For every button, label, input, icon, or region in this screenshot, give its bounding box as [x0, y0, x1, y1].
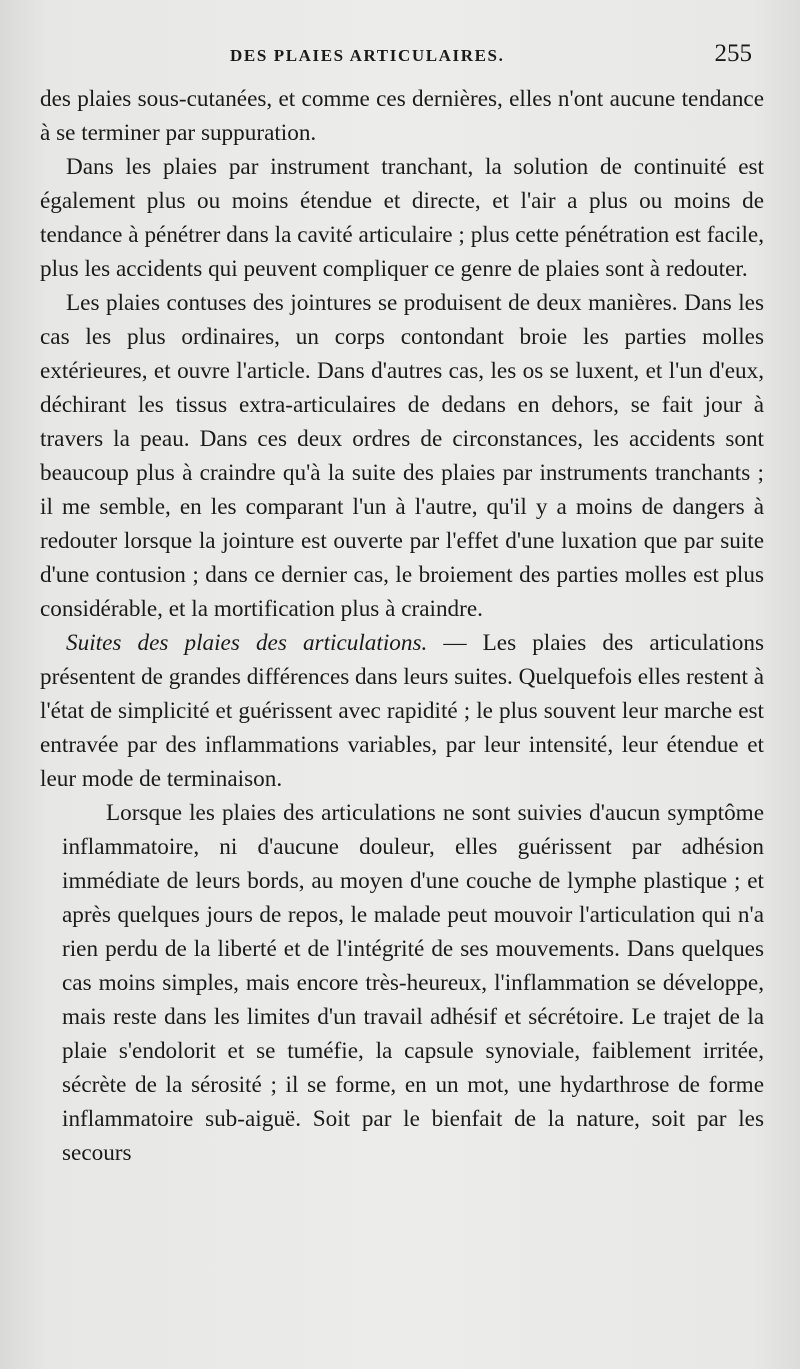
paragraph-1: des plaies sous-cutanées, et comme ces dernières, elles n'ont aucune tendance à se terminer par suppuration.	[40, 86, 764, 146]
paragraph-4-text: — Les plaies des articulations présentent de grandes différences dans leurs suites. Quelquefois elles restent à l'état de simplicité et guérissent avec rapidité ; le plus souvent leur marche est entravée par des inflammations variables, par leur intensité, leur étendue et leur mode de terminaison.	[40, 630, 764, 792]
paragraph-5: Lorsque les plaies des articulations ne sont suivies d'aucun symptôme inflammatoire, ni d'aucune douleur, elles guérissent par adhésion immédiate de leurs bords, au moyen d'une couche de lymphe plastique ; et après quelques jours de repos, le malade peut mouvoir l'articulation qui n'a rien perdu de la liberté et de l'intégrité de ses mouvements. Dans quelques cas moins simples, mais encore très-heureux, l'inflammation se développe, mais reste dans les limites d'un travail adhésif et sécrétoire. Le trajet de la plaie s'endolorit et se tuméfie, la capsule synoviale, faiblement irritée, sécrète de la sérosité ; il se forme, en un mot, une hydarthrose de forme inflammatoire sub-aiguë. Soit par le bienfait de la nature, soit par les secours	[62, 800, 764, 1166]
paragraph-4	[40, 626, 764, 796]
body-text	[40, 82, 764, 1170]
section-heading: Suites des plaies des articulations.	[66, 630, 428, 656]
page-number: 255	[714, 40, 752, 67]
page-header	[40, 42, 764, 82]
paragraph-3: Les plaies contuses des jointures se produisent de deux manières. Dans les cas les plus ordinaires, un corps contondant broie les parties molles extérieures, et ouvre l'article. Dans d'autres cas, les os se luxent, et l'un d'eux, déchirant les tissus extra-articulaires de dedans en dehors, se fait jour à travers la peau. Dans ces deux ordres de circonstances, les accidents sont beaucoup plus à craindre qu'à la suite des plaies par instruments tranchants ; il me semble, en les comparant l'un à l'autre, qu'il y a moins de dangers à redouter lorsque la jointure est ouverte par l'effet d'une luxation que par suite d'une contusion ; dans ce dernier cas, le broiement des parties molles est plus considérable, et la mortification plus à craindre.	[40, 290, 764, 622]
paragraph-2: Dans les plaies par instrument tranchant, la solution de continuité est également plus ou moins étendue et directe, et l'air a plus ou moins de tendance à pénétrer dans la cavité articulaire ; plus cette pénétration est facile, plus les accidents qui peuvent compliquer ce genre de plaies sont à redouter.	[40, 154, 764, 282]
running-title: DES PLAIES ARTICULAIRES.	[230, 46, 505, 65]
